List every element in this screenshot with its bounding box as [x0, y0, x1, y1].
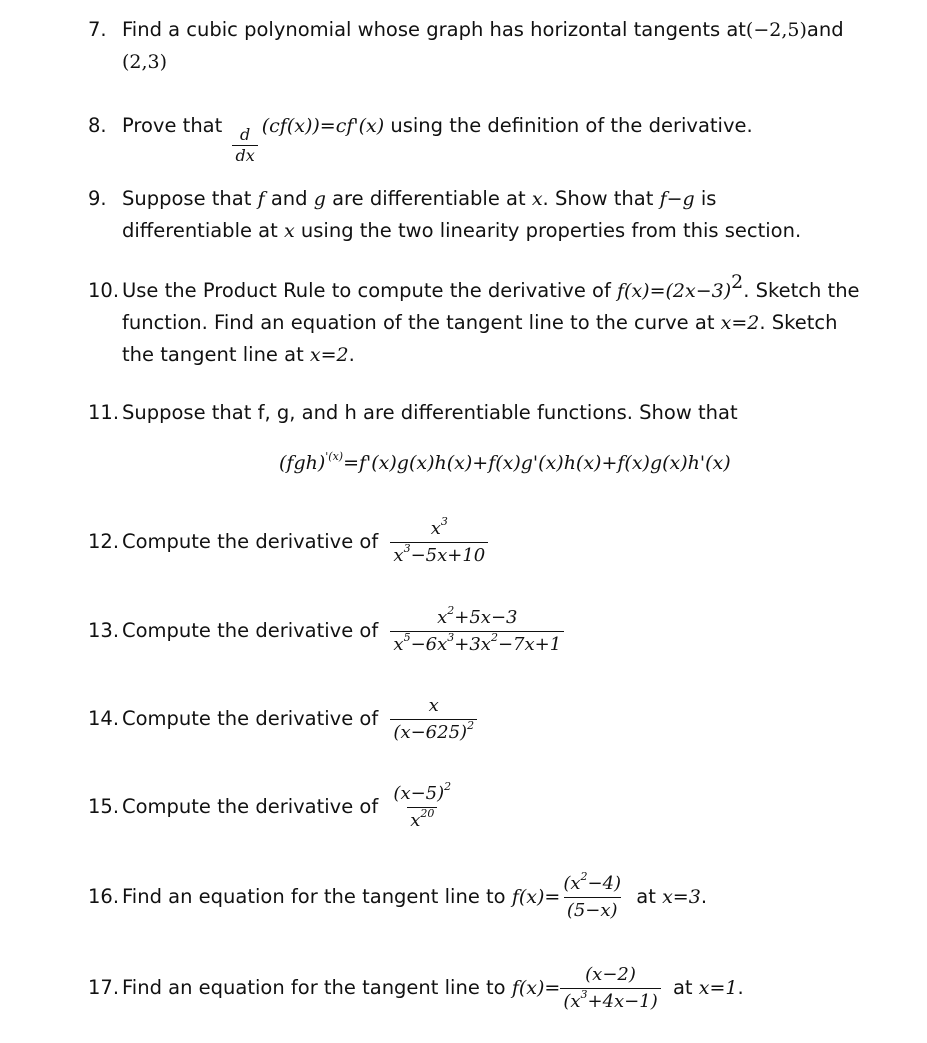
- numerator: (x: [563, 873, 581, 894]
- math-expression: f(x)=(2x−3): [617, 280, 732, 302]
- denominator: −6x: [410, 634, 448, 655]
- eq-rhs: =f'(x)g(x)h(x)+f(x)g'(x)h(x)+f(x)g(x)h'(x): [343, 452, 731, 474]
- math-expression: x=2: [309, 344, 349, 366]
- denominator: x: [393, 634, 404, 655]
- problem-text: at: [636, 885, 656, 908]
- exponent: 3: [440, 515, 448, 528]
- problem-text: Use the Product Rule to compute the derivative of: [122, 279, 611, 302]
- problem-text: Suppose that f, g, and h are differentiable functions. Show that: [122, 401, 738, 424]
- problem-text: Compute the derivative of: [122, 530, 379, 553]
- fraction: [560, 963, 660, 1014]
- fraction: [390, 517, 488, 568]
- problem-text: Suppose that: [122, 187, 252, 210]
- problem-text: Find an equation for the tangent line to: [122, 976, 506, 999]
- problem-text: function. Find an equation of the tangent line to the curve at: [122, 311, 715, 334]
- derivative-operator: $\frac{d}{dx}$: [232, 126, 257, 165]
- math-expression: f(x)=: [511, 886, 561, 908]
- problem-text: at: [672, 976, 693, 999]
- numerator: (x−2): [585, 964, 636, 985]
- problem-text: Compute the derivative of: [122, 707, 379, 730]
- problem-text: is: [700, 187, 717, 210]
- exponent: 2: [444, 780, 452, 793]
- exponent: 3: [580, 988, 588, 1001]
- math-var: x: [283, 220, 295, 242]
- math-var: f: [257, 188, 265, 210]
- math-expression: f−g: [659, 188, 695, 210]
- problem-number: 14.: [88, 707, 120, 730]
- exponent: 2: [490, 631, 498, 644]
- problem-text: Find an equation for the tangent line to: [122, 885, 506, 908]
- exponent: 3: [447, 631, 455, 644]
- exponent: 20: [420, 807, 435, 820]
- exponent: 5: [403, 631, 411, 644]
- numerator: x: [428, 695, 439, 716]
- problem-number: 11.: [88, 401, 120, 424]
- problem-text: . Sketch the: [743, 279, 860, 302]
- math-expression: (cf(x))=cf'(x): [261, 115, 385, 137]
- denominator: (5−x): [564, 897, 621, 923]
- math-expression: x=2: [720, 312, 760, 334]
- math-exponent: 2: [731, 271, 744, 293]
- product-rule-equation: [279, 452, 731, 474]
- fraction: [390, 694, 477, 745]
- math-expression: x=3: [662, 886, 701, 908]
- eq-sup: '(x): [325, 450, 344, 463]
- problem-number: 13.: [88, 619, 120, 642]
- exponent: 2: [447, 604, 455, 617]
- problem-text: .: [737, 976, 744, 999]
- problem-text: and: [806, 18, 844, 41]
- numerator: (x−5): [393, 783, 445, 804]
- denominator: x: [410, 810, 421, 831]
- exponent: 2: [580, 870, 588, 883]
- numerator: +5x−3: [454, 607, 518, 628]
- problem-text: Find a cubic polynomial whose graph has horizontal tangents at: [122, 18, 746, 41]
- problem-number: 12.: [88, 530, 120, 553]
- problem-number: 10.: [88, 279, 120, 302]
- denominator: (x−625): [393, 722, 468, 743]
- problem-text: . Show that: [542, 187, 654, 210]
- denominator: x: [393, 545, 404, 566]
- problem-number: 17.: [88, 976, 120, 999]
- problem-number: 16.: [88, 885, 120, 908]
- problem-number: 7.: [88, 18, 107, 41]
- problem-text: differentiable at: [122, 219, 278, 242]
- fraction: [390, 782, 454, 833]
- problem-text: are differentiable at: [332, 187, 526, 210]
- problem-number: 15.: [88, 795, 120, 818]
- math-expression: x=1: [698, 977, 738, 999]
- problem-text: using the two linearity properties from this section.: [300, 219, 802, 242]
- math-expression: f(x)=: [511, 977, 561, 999]
- problem-text: the tangent line at: [122, 343, 304, 366]
- math-point: (−2,5): [745, 19, 807, 41]
- math-var: g: [313, 188, 326, 210]
- numerator: −4): [587, 873, 622, 894]
- denominator: +4x−1): [587, 991, 658, 1012]
- exponent: 3: [403, 542, 411, 555]
- fraction: [560, 872, 624, 923]
- problem-number: 9.: [88, 187, 107, 210]
- problem-text: and: [270, 187, 308, 210]
- math-point: (2,3): [122, 51, 168, 73]
- problem-text: . Sketch: [759, 311, 838, 334]
- numerator: x: [430, 518, 441, 539]
- problem-text: .: [700, 885, 708, 908]
- problem-text: using the definition of the derivative.: [390, 114, 753, 137]
- denominator: +3x: [454, 634, 491, 655]
- problem-text: Compute the derivative of: [122, 795, 379, 818]
- denominator: −7x+1: [497, 634, 562, 655]
- exponent: 2: [467, 719, 475, 732]
- denominator: (x: [563, 991, 581, 1012]
- eq-lhs: (fgh): [279, 452, 326, 474]
- problem-text: Compute the derivative of: [122, 619, 379, 642]
- numerator: x: [437, 607, 448, 628]
- problem-text: .: [348, 343, 355, 366]
- fraction: [390, 606, 564, 657]
- math-var: x: [531, 188, 543, 210]
- denominator: −5x+10: [410, 545, 486, 566]
- problem-text: Prove that: [122, 114, 223, 137]
- problem-number: 8.: [88, 114, 107, 137]
